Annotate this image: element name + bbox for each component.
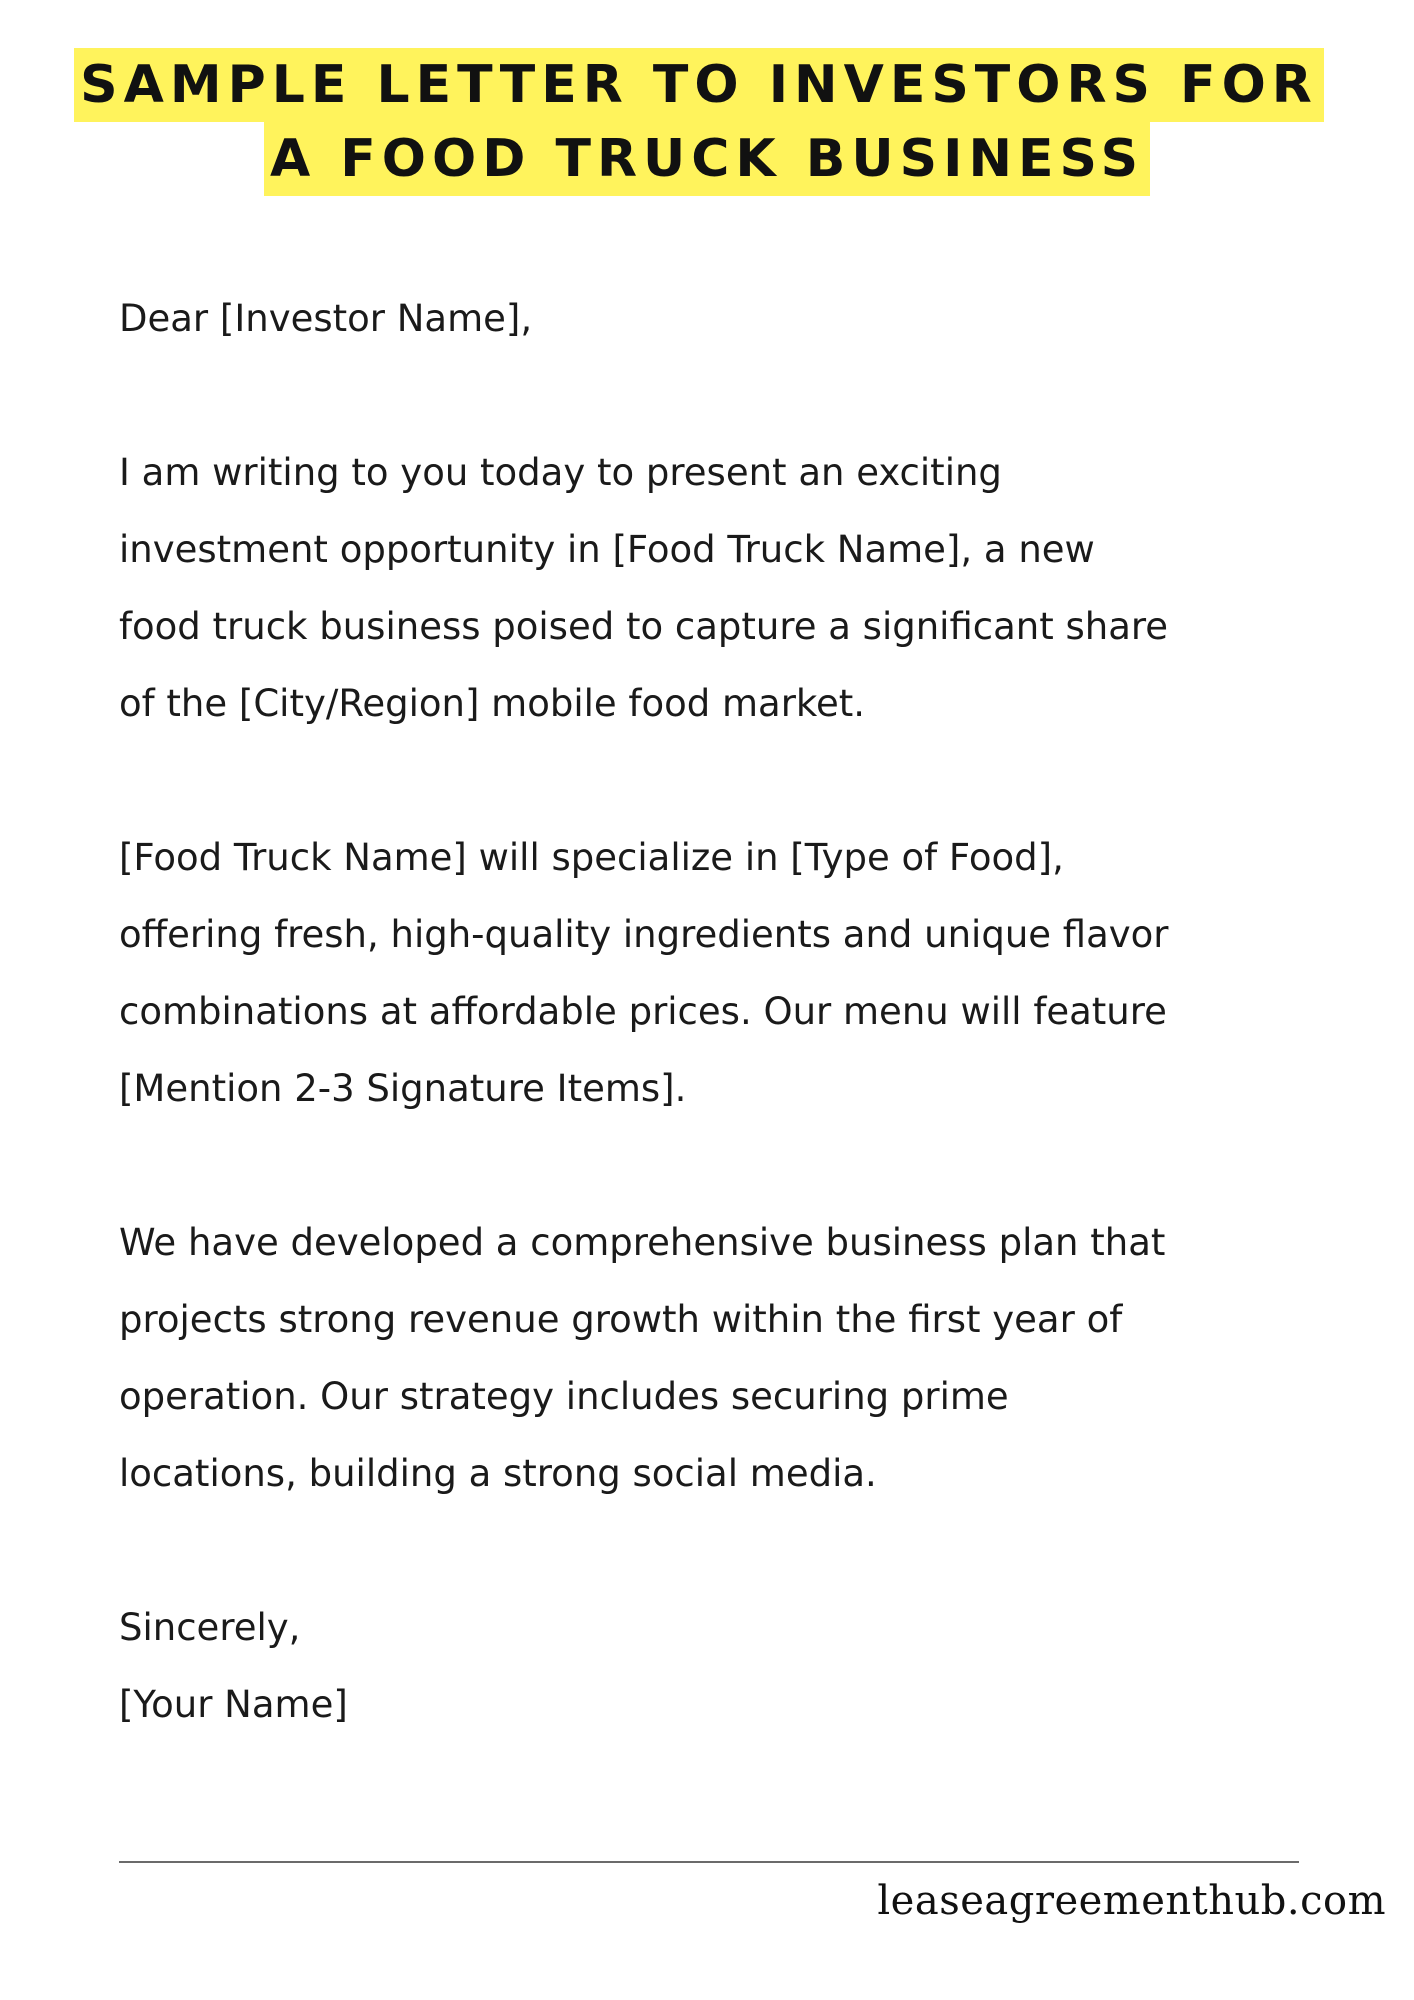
footer-website: leaseagreementhub.com [877,1878,1386,1924]
signature: [Your Name] [119,1683,348,1726]
paragraph-line: of the [City/Region] mobile food market. [119,682,866,725]
paragraph-line: combinations at affordable prices. Our menu will feature [119,990,1167,1033]
paragraph-line: [Mention 2-3 Signature Items]. [119,1067,687,1110]
paragraph-line: We have developed a comprehensive business plan that [119,1221,1166,1264]
paragraph-3 [119,1204,1349,1512]
document-title [0,48,1414,196]
title-line-1: SAMPLE LETTER TO INVESTORS FOR [74,48,1324,122]
paragraph-line: offering fresh, high-quality ingredients and unique flavor [119,913,1169,956]
paragraph-line: [Food Truck Name] will specialize in [Type of Food], [119,836,1064,879]
paragraph-2 [119,819,1349,1127]
paragraph-line: locations, building a strong social media. [119,1452,877,1495]
letter-body [119,280,1349,1743]
spacer [119,1512,1349,1589]
paragraph-1 [119,434,1349,742]
paragraph-line: I am writing to you today to present an exciting [119,451,1002,494]
closing: Sincerely, [119,1606,301,1649]
paragraph-line: operation. Our strategy includes securing prime [119,1375,1009,1418]
spacer [119,357,1349,434]
title-line-2: A FOOD TRUCK BUSINESS [264,122,1150,196]
salutation: Dear [Investor Name], [119,297,533,340]
footer-divider [119,1861,1299,1863]
spacer [119,742,1349,819]
paragraph-line: projects strong revenue growth within the first year of [119,1298,1123,1341]
spacer [119,1127,1349,1204]
paragraph-line: food truck business poised to capture a significant share [119,605,1169,648]
paragraph-line: investment opportunity in [Food Truck Name], a new [119,528,1095,571]
